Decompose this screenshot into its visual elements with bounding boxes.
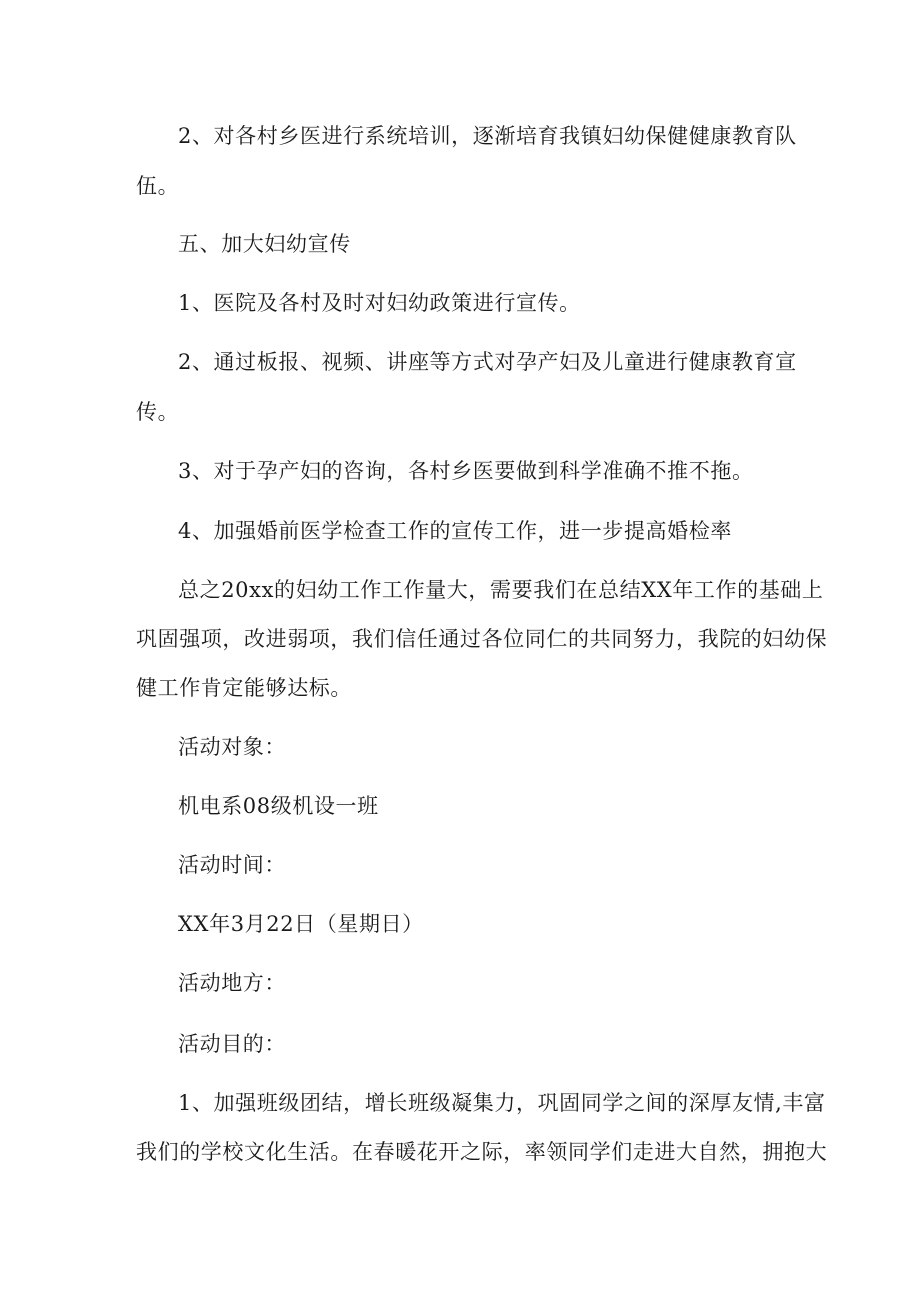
paragraph-line: 2、对各村乡医进行系统培训，逐渐培育我镇妇幼保健健康教育队 bbox=[178, 124, 797, 148]
field-value: XX年3月22日（星期日） bbox=[178, 912, 424, 936]
paragraph-line: 4、加强婚前医学检查工作的宣传工作，进一步提高婚检率 bbox=[178, 519, 732, 543]
field-label: 活动对象： bbox=[178, 735, 286, 759]
paragraph-line: 2、通过板报、视频、讲座等方式对孕产妇及儿童进行健康教育宣 bbox=[178, 350, 797, 374]
field-label: 活动时间： bbox=[178, 853, 286, 877]
field-value: 机电系08级机设一班 bbox=[178, 794, 379, 818]
paragraph-line: 巩固强项，改进弱项，我们信任通过各位同仁的共同努力，我院的妇幼保 bbox=[136, 627, 828, 651]
paragraph-line: 3、对于孕产妇的咨询，各村乡医要做到科学准确不推不拖。 bbox=[178, 459, 754, 483]
paragraph-line: 伍。 bbox=[136, 174, 180, 198]
paragraph-line: 传。 bbox=[136, 400, 180, 424]
paragraph-line: 总之20xx的妇幼工作工作量大，需要我们在总结XX年工作的基础上 bbox=[178, 578, 824, 602]
section-heading: 五、加大妇幼宣传 bbox=[178, 232, 351, 256]
paragraph-line: 1、加强班级团结，增长班级凝集力，巩固同学之间的深厚友情,丰富 bbox=[178, 1091, 826, 1115]
paragraph-line: 我们的学校文化生活。在春暖花开之际，率领同学们走进大自然，拥抱大 bbox=[136, 1140, 828, 1164]
field-label: 活动地方： bbox=[178, 971, 286, 995]
field-label: 活动目的： bbox=[178, 1032, 286, 1056]
paragraph-line: 1、医院及各村及时对妇幼政策进行宣传。 bbox=[178, 291, 581, 315]
paragraph-line: 健工作肯定能够达标。 bbox=[136, 676, 352, 700]
